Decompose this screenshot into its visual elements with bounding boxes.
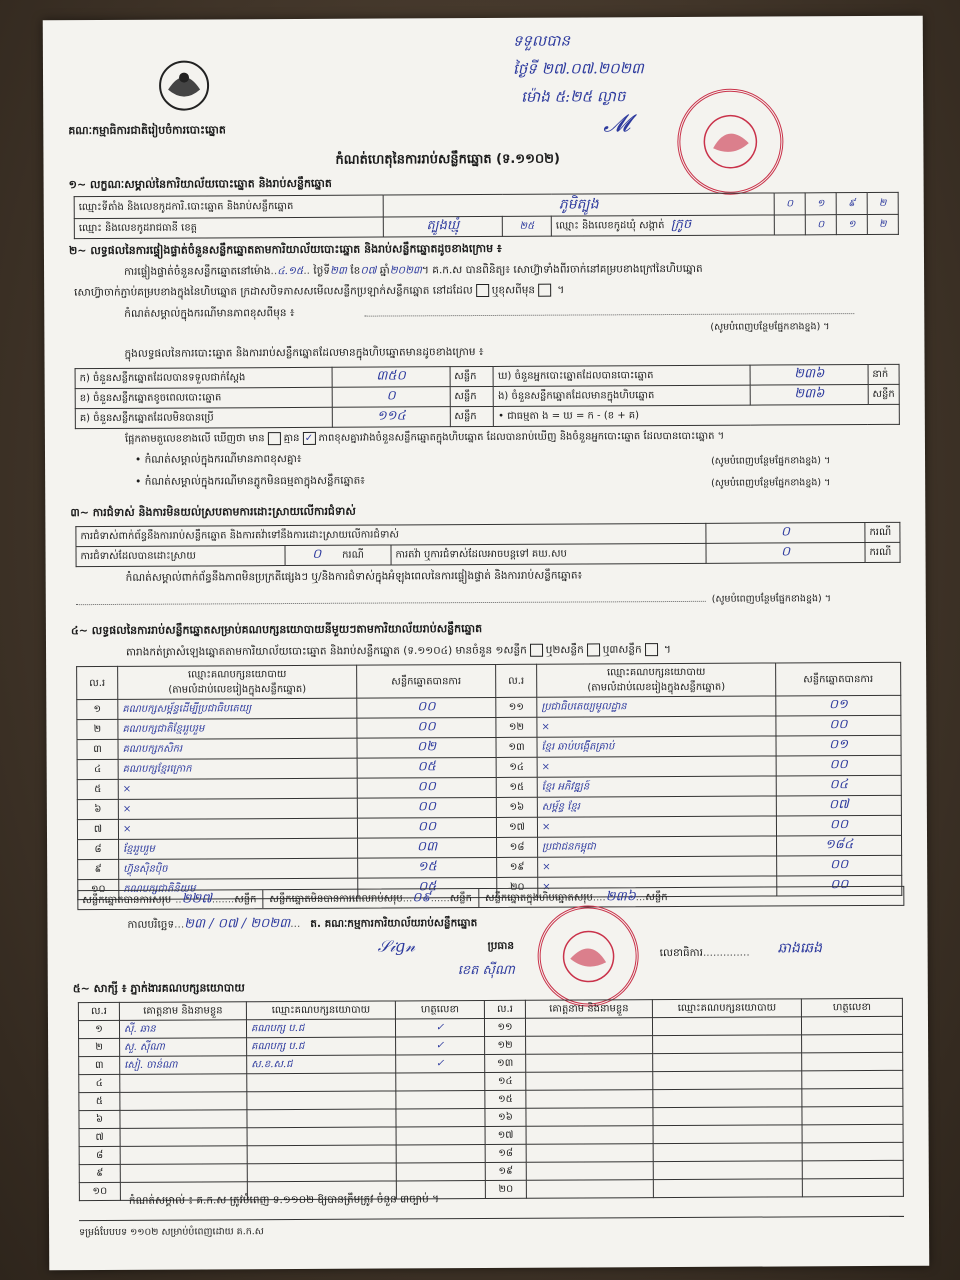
section-4-title: ៤~ លទ្ធផលនៃការរាប់សន្លឹកឆ្នោតសម្រាប់គណបក្សនយោបាយនីមួយៗតាមការិយាល័យរាប់សន្លឹកឆ្នោត [70,622,483,638]
handwritten-time: ម៉ោង ៥:២៥ ល្ងាច [521,87,626,106]
party-votes: ០០ [357,697,496,718]
witness-party [653,1179,802,1198]
row-number: ១៦ [496,797,537,817]
witness-party [652,1017,801,1036]
party-name: គណបក្សជាតិនិយម [119,878,358,899]
party-name: × [537,816,776,837]
party-name: ហ៊្វុនស៊ិនប៉ិច [119,858,358,879]
row-number: ១៥ [485,1090,526,1108]
row-number: ៦ [77,799,118,819]
witness-name: ស៊ី. ឆាន [119,1020,246,1039]
witness-party [247,1127,396,1146]
witness-party: គណបក្ស ប.ជ [247,1037,396,1056]
official-stamp-bottom [533,901,644,1012]
section-1-table [74,192,899,239]
document-sheet [43,16,930,1271]
party-votes: ១៥ [358,857,497,878]
row-number: ១៩ [497,857,538,877]
witness-party [653,1143,802,1162]
code-digit: ៩ [836,192,867,214]
different-checkbox[interactable] [538,284,551,297]
witness-name [526,1072,653,1091]
party-votes: ០០ [357,777,496,798]
party-votes: ០០ [776,715,901,736]
row-number: ១១ [484,1018,525,1036]
escalated-label: ការតវ៉ា ឬការជំទាស់ដែលអាចបន្តទៅ គឃ.សប [391,543,706,565]
witness-signature [396,1109,485,1127]
witness-name [526,1090,653,1109]
witness-name [120,1164,247,1183]
fill-back-hint: (សូមបំពេញបន្ថែមផ្នែកខាងខ្នង) ។ [710,321,830,333]
party-votes: ០៥ [358,877,497,898]
row-number: ១៩ [485,1162,526,1180]
witness-name [120,1092,247,1111]
witness-name [525,1018,652,1037]
resolved-value: ០ [312,546,322,562]
witness-name [120,1146,247,1165]
code-digit: ១ [836,214,867,234]
row-number: ១ [78,1020,119,1038]
secretary-label: លេខាធិការ.............. [659,946,750,960]
witness-name [526,1162,653,1181]
section-3-title: ៣~ ការជំទាស់ និងការមិនយល់ស្របតាមការដោះស្រាយលើការជំទាស់ [70,504,356,520]
bullet-difference-note: • កំណត់សម្គាល់ក្នុងករណីមានភាពខុសគ្នា៖ [135,452,302,466]
row-number: ១៨ [485,1144,526,1162]
note-line [364,312,854,317]
witness-name [120,1110,247,1129]
total-invalid-value: ០៩ [412,889,431,905]
party-name: × [118,818,357,839]
irregularity-note: កំណត់សម្គាល់ពាក់ព័ន្ធនឹងភាពមិនប្រក្រតីផ្សេងៗ ឬ/និងការជំទាស់ក្នុងអំឡុងពេលនៃការផ្ទៀងផ្ទាត់ និងការរាប់សន្លឹកឆ្នោត៖ [125,569,583,584]
party-votes: ០៧ [776,795,901,816]
party-name: × [538,856,777,877]
complaints-value: ០ [706,523,865,544]
handwritten-signature-top: 𝓜 [603,109,631,138]
party-votes: ០២ [357,737,496,758]
spoiled-ballots-value: ០ [332,387,449,408]
chair-signature: 𝒮𝒾𝑔𝓃 [377,936,416,956]
witness-party [247,1145,396,1164]
witness-party [653,1071,802,1090]
province-code: ២៥ [502,216,551,236]
chair-name: ខេត ស៊ីណា [457,962,515,979]
witness-name [120,1128,247,1147]
secretary-name: ឆាងឆេង [777,940,823,957]
witness-signature: ✓ [395,1019,484,1037]
bullet-irregular-note: • កំណត់សម្គាល់ក្នុងករណីមានភ្នូកមិនធម្មតាក្នុងសន្លឹកឆ្នោត៖ [135,474,365,488]
code-digit: ១ [805,193,836,215]
row-number: ១១ [496,697,537,717]
verification-line-1: ការផ្ទៀងផ្ទាត់ចំនួនសន្លឹកឆ្នោតនៅម៉ោង..៤.១៥.. ថ្ងៃទី២៣ ខែ០៧ ឆ្នាំ២០២៣។ គ.ក.ស បានពិនិត្យ៖ សោហ្វ៊ាទាំងពីរចាក់នៅគម្របខាងក្រៅនៃហិបឆ្នោត [124,262,703,278]
row-number: ១០ [79,1182,120,1200]
code-digit: ០ [774,193,805,215]
box-ballots-value: ២៣៦ [751,384,868,405]
witness-party [247,1073,396,1092]
party-votes: ០១ [776,695,901,716]
row-number: ១៤ [496,757,537,777]
row-number: ៥ [77,779,118,799]
row-label: ឃ) ចំនួនអ្នកបោះឆ្នោតដែលបានបោះឆ្នោត [493,365,750,386]
row-number: ១០ [78,879,119,899]
witness-name: សៀ. ចាន់ណា [120,1056,247,1075]
row-number: ៤ [79,1074,120,1092]
party-votes: ០០ [776,815,901,836]
witness-name: សួ. ស៊ីណា [120,1038,247,1057]
row-number: ៧ [77,819,118,839]
row-number: ១៤ [485,1072,526,1090]
party-votes: ០៤ [776,775,901,796]
party-votes: ០៥ [357,757,496,778]
nec-emblem-icon [158,59,210,111]
party-votes: ០០ [357,817,496,838]
witness-table: ល.រ គោត្តនាម និងនាមខ្លួន ឈ្មោះគណបក្សនយោបាយ ហត្ថលេខា ល.រ គោត្តនាម និងនាមខ្លួន ឈ្មោះគណបក្សនយោបាយ ហត្ថលេខា ១ ស៊ី. ឆាន គណបក្ស ប.ជ ✓ ១១ ២ សួ. ស៊ីណា គណបក្ស ប.ជ ✓ ១២ ៣ សៀ. ចាន់ណា ស.ខ.ស.ជ ✓ ១៣ ៤ ១៤ ៥ ១៥ ៦ ១៦ ៧ ១៧ ៨ ១៨ ៩ ១៩ ១០ ២០ [78,998,904,1201]
party-name: ខ្មែរ អភិវឌ្ឍន៍ [537,776,776,797]
witness-name [526,1180,653,1199]
chair-label: ប្រធាន [487,939,515,952]
totals-row: សន្លឹកឆ្នោតបានការសរុប .. ២២៧ ....... សន្លឹក សន្លឹកឆ្នោតមិនបានការពេលរាប់សរុប ... ០៩ ...... សន្លឹក សន្លឹកឆ្នោតក្នុងហិបឆ្នោតសរុប .... ២៣៦ ... សន្លឹក [77,886,904,910]
witness-name [526,1054,653,1073]
row-number: ១៣ [496,737,537,757]
witness-name [120,1074,247,1093]
code-digit: ០ [805,215,836,235]
row-number: ៨ [78,839,119,859]
witness-party: ស.ខ.ស.ជ [247,1055,396,1074]
party-name: ខ្មែរ ឆាប់បង្កើតគ្រាប់ [537,736,776,757]
footnote: កំណត់សម្គាល់ ៖ គ.ក.ស ត្រូវបំពេញ ទ.១១០២ ឱ្យបានត្រឹមត្រូវ ចំនួន ៣ច្បាប់ ។ [128,1193,440,1207]
row-number: ១៨ [497,837,538,857]
row-number: ៣ [79,1056,120,1074]
witness-signature [802,1052,903,1071]
party-name: គណបក្សកសិករ [118,738,357,759]
row-number: ២០ [485,1180,526,1198]
row-number: ១២ [496,717,537,737]
party-name: × [118,778,357,799]
resolved-label: ការជំទាស់ដែលបានដោះស្រាយ [76,546,285,567]
fill-back-hint: (សូមបំពេញបន្ថែមផ្នែកខាងខ្នង) ។ [711,593,832,605]
total-box-value: ២៣៦ [605,888,636,904]
tally-sheet-line: តារាងកត់ត្រាសំឡេងឆ្នោតតាមការិយាល័យបោះឆ្នោត និងរាប់សន្លឹកឆ្នោត (ទ.១១០៤) មានចំនួន ១សន្លឹក ឬ២សន្លឹក ឬ៣សន្លឹក ។ [126,643,672,659]
row-number: ៧ [79,1128,120,1146]
party-name: ប្រជាធិបតេយ្យមូលដ្ឋាន [537,696,776,717]
row-number: ៤ [77,759,118,779]
section-5-title: ៥~ សាក្សី ៖ ភ្នាក់ងារគណបក្សនយោបាយ [72,981,245,996]
handwritten-received: ទទួលបាន [512,31,571,50]
section-2-title: ២~ លទ្ធផលនៃការផ្ទៀងផ្ទាត់ចំនួនសន្លឹកឆ្នោតតាមការិយាល័យបោះឆ្នោត និងរាប់សន្លឹកឆ្នោតដូចខាងក្រោម ៖ [68,241,502,258]
party-name: សម្ព័ន្ធ ខ្មែរ [537,796,776,817]
row-number: ២ [79,1038,120,1056]
row-label: ក) ចំនួនសន្លឹកឆ្នោតដែលបានទទួលជាក់ស្តែង [75,367,332,388]
witness-signature [802,1088,903,1107]
row-number: ៦ [79,1110,120,1128]
witness-party [653,1089,802,1108]
row-number: ១ [77,699,118,719]
commune-label: ឈ្មោះ និងលេខកូដឃុំ សង្កាត់ ក្រូច [551,215,774,236]
row-number: ៣ [77,739,118,759]
date-line: កាលបរិច្ឆេទ...២៣ / ០៧ / ២០២៣... ត. គណៈកម្មការការិយាល័យរាប់សន្លឹកឆ្នោត [127,916,478,932]
witness-signature [802,1178,903,1197]
witness-signature [396,1163,485,1181]
witness-signature [396,1127,485,1145]
same-checkbox[interactable] [476,284,489,297]
section-1-title: ១~ លក្ខណៈសម្គាល់នៃការិយាល័យបោះឆ្នោត និងរាប់សន្លឹកឆ្នោត [68,176,332,192]
party-name: ប្រជាជនកម្ពុជា [538,836,777,857]
unused-ballots-value: ១១៤ [333,407,450,428]
witness-party [653,1125,802,1144]
witness-signature [802,1160,903,1179]
row-number: ៥ [79,1092,120,1110]
witness-signature: ✓ [396,1055,485,1073]
ballot-count-table: ក) ចំនួនសន្លឹកឆ្នោតដែលបានទទួលជាក់ស្តែង ៣៥០ សន្លឹក ឃ) ចំនួនអ្នកបោះឆ្នោតដែលបានបោះឆ្នោត ២៣៦ នាក់ ខ) ចំនួនសន្លឹកឆ្នោតខូចពេលបោះឆ្នោត ០ សន្លឹក ង) ចំនួនសន្លឹកឆ្នោតដែលមានក្នុងហិបឆ្នោត ២៣៦ សន្លឹក គ) ចំនួនសន្លឹកឆ្នោតដែលមិនបានប្រើ ១១៤ សន្លឹក • ជាធម្មតា ង = ឃ = ក - (ខ + គ) [75,364,900,429]
formula-note: • ជាធម្មតា ង = ឃ = ក - (ខ + គ) [494,404,900,426]
witness-party [247,1091,396,1110]
row-number: ៨ [79,1146,120,1164]
party-name: ខ្មែររួបរួម [119,838,358,859]
witness-party: គណបក្ស ប.ជ [246,1019,395,1038]
complaints-label: ការជំទាស់ពាក់ព័ន្ធនឹងការរាប់សន្លឹកឆ្នោត និងការតវ៉ាទៅនឹងការដោះស្រាយលើការជំទាស់ [76,523,706,546]
party-name: គណបក្សខ្មែរក្រោក [118,758,357,779]
total-valid-value: ២២៧ [181,890,212,907]
witness-name [526,1126,653,1145]
witness-signature [396,1073,485,1091]
party-name: × [537,756,776,777]
party-name: × [118,798,357,819]
party-name: គណបក្សសម្ព័ន្ធដើម្បីប្រជាធិបតេយ្យ [118,698,357,719]
voters-value: ២៣៦ [750,364,867,385]
fill-back-hint: (សូមបំពេញបន្ថែមផ្នែកខាងខ្នង) ។ [711,455,831,467]
party-votes: ០០ [777,875,902,896]
row-number: ៩ [78,859,119,879]
witness-party [247,1163,396,1182]
witness-party [653,1053,802,1072]
verification-line-2: សោហ្វ៊ាចាក់ភ្ជាប់គម្របខាងក្នុងនៃហិបឆ្នោត ក្រដាសបិទភាសសមើលសន្លឹកប្រឡាក់សន្លឹកឆ្នោត នៅដដែល ឬខុសពីមុន ។ [74,284,565,299]
org-name: គណៈកម្មាធិការជាតិរៀបចំការបោះឆ្នោត [68,123,226,138]
row-number: ១៣ [485,1054,526,1072]
party-votes: ០១ [776,735,901,756]
party-name: × [537,716,776,737]
party-name: គណបក្សជាតិខ្មែររួបរួម [118,718,357,739]
party-votes: ០៣ [358,837,497,858]
row-number: ២ [77,719,118,739]
witness-signature [802,1070,903,1089]
row-label: ខ) ចំនួនសន្លឹកឆ្នោតខូចពេលបោះឆ្នោត [75,387,332,408]
witness-party [653,1107,802,1126]
province-label: ឈ្មោះ និងលេខកូដរាជធានី ខេត្ត [74,217,383,239]
document-title: កំណត់ហេតុនៃការរាប់សន្លឹកឆ្នោត (ទ.១១០២) [335,151,560,168]
polling-station-label: ឈ្មោះទីតាំង និងលេខកូដការិ.បោះឆ្នោត និងរាប់សន្លឹកឆ្នោត [74,195,383,219]
comparison-line: ផ្អែកតាមតួលេខខាងលើ ឃើញថា មាន គ្មាន ✓ ភាពខុសគ្នារវាងចំនួនសន្លឹកឆ្នោតក្នុងហិបឆ្នោត ដែលបានរាប់ឃើញ និងចំនួនអ្នកបោះឆ្នោត ដែលបានបោះឆ្នោត ។ [124,430,725,445]
witness-name [526,1144,653,1163]
party-votes: ០០ [357,797,496,818]
form-footer: ទម្រង់បែបបទ ១១០២ សម្រាប់បំពេញដោយ គ.ក.ស [79,1226,264,1239]
note-line [76,601,706,605]
row-label: គ) ចំនួនសន្លឹកឆ្នោតដែលមិនបានប្រើ [75,407,332,428]
no-difference-checkbox[interactable]: ✓ [302,431,315,444]
complaints-table: ការជំទាស់ពាក់ព័ន្ធនឹងការរាប់សន្លឹកឆ្នោត និងការតវ៉ាទៅនឹងការដោះស្រាយលើការជំទាស់ ០ ករណី ការជំទាស់ដែលបានដោះស្រាយ ០ ករណី ការតវ៉ា ឬការជំទាស់ដែលអាចបន្តទៅ គឃ.សប ០ ករណី [75,522,900,567]
witness-party [653,1035,802,1054]
fill-back-hint: (សូមបំពេញបន្ថែមផ្នែកខាងខ្នង) ។ [711,477,831,489]
party-votes: ០០ [357,717,496,738]
witness-signature [802,1124,903,1143]
row-number: ១៥ [496,777,537,797]
received-ballots-value: ៣៥០ [332,367,449,388]
witness-signature [396,1091,485,1109]
row-number: ១៧ [485,1126,526,1144]
party-votes: ១៨៤ [777,835,902,856]
row-number: ២០ [497,877,538,897]
witness-signature [396,1145,485,1163]
province-value: ត្បូងឃ្មុំ [383,216,502,237]
witness-name [526,1108,653,1127]
escalated-value: ០ [706,543,865,564]
witness-signature: ✓ [396,1037,485,1055]
party-votes-table: ល.រ ឈ្មោះគណបក្សនយោបាយ (តាមលំដាប់លេខរៀងក្នុងសន្លឹកឆ្នោត) សន្លឹកឆ្នោតបានការ ល.រ ឈ្មោះគណបក្សនយោបាយ (តាមលំដាប់លេខរៀងក្នុងសន្លឹកឆ្នោត) សន្លឹកឆ្នោតបានការ ១ គណបក្សសម្ព័ន្ធដើម្បីប្រជាធិបតេយ្យ ០០ ១១ ប្រជាធិបតេយ្យមូលដ្ឋាន ០១ ២ គណបក្សជាតិខ្មែររួបរួម ០០ ១២ × ០០ ៣ គណបក្សកសិករ ០២ ១៣ ខ្មែរ ឆាប់បង្កើតគ្រាប់ ០១ ៤ គណបក្សខ្មែរក្រោក ០៥ ១៤ × ០០ ៥ × ០០ ១៥ ខ្មែរ អភិវឌ្ឍន៍ ០៤ ៦ × ០០ ១៦ សម្ព័ន្ធ ខ្មែរ ០៧ ៧ × ០០ ១៧ × ០០ ៨ ខ្មែររួបរួម ០៣ ១៨ ប្រជាជនកម្ពុជា ១៨៤ ៩ ហ៊្វុនស៊ិនប៉ិច ១៥ ១៩ × ០០ ១០ គណបក្សជាតិនិយម ០៥ ២០ × ០០ [76,662,902,900]
party-votes: ០០ [776,755,901,776]
witness-signature [801,1016,902,1035]
witness-signature [802,1034,903,1053]
row-label: ង) ចំនួនសន្លឹកឆ្នោតដែលមានក្នុងហិបឆ្នោត [494,385,751,406]
difference-note-label: កំណត់សម្គាល់ក្នុងករណីមានភាពខុសពីមុន ៖ [124,306,295,320]
party-name: × [538,876,777,897]
party-votes: ០០ [777,855,902,876]
result-intro: ក្នុងលទ្ធផលនៃការបោះឆ្នោត និងការរាប់សន្លឹកឆ្នោតដែលមានក្នុងហិបឆ្នោតមានដូចខាងក្រោម ៖ [124,346,484,360]
handwritten-date: ថ្ងៃទី ២៧.០៧.២០២៣ [512,59,644,78]
official-stamp-top [670,82,790,202]
has-difference-checkbox[interactable] [268,432,281,445]
row-number: ១២ [485,1036,526,1054]
row-number: ៩ [79,1164,120,1182]
witness-name [526,1036,653,1055]
witness-party [247,1109,396,1128]
code-digit: ២ [867,192,898,214]
code-digit: ២ [867,214,898,234]
row-number: ១៦ [485,1108,526,1126]
polling-station-value: ភូមិត្បូង [383,193,774,217]
witness-signature [802,1142,903,1161]
witness-party [653,1161,802,1180]
witness-signature [802,1106,903,1125]
row-number: ១៧ [496,817,537,837]
